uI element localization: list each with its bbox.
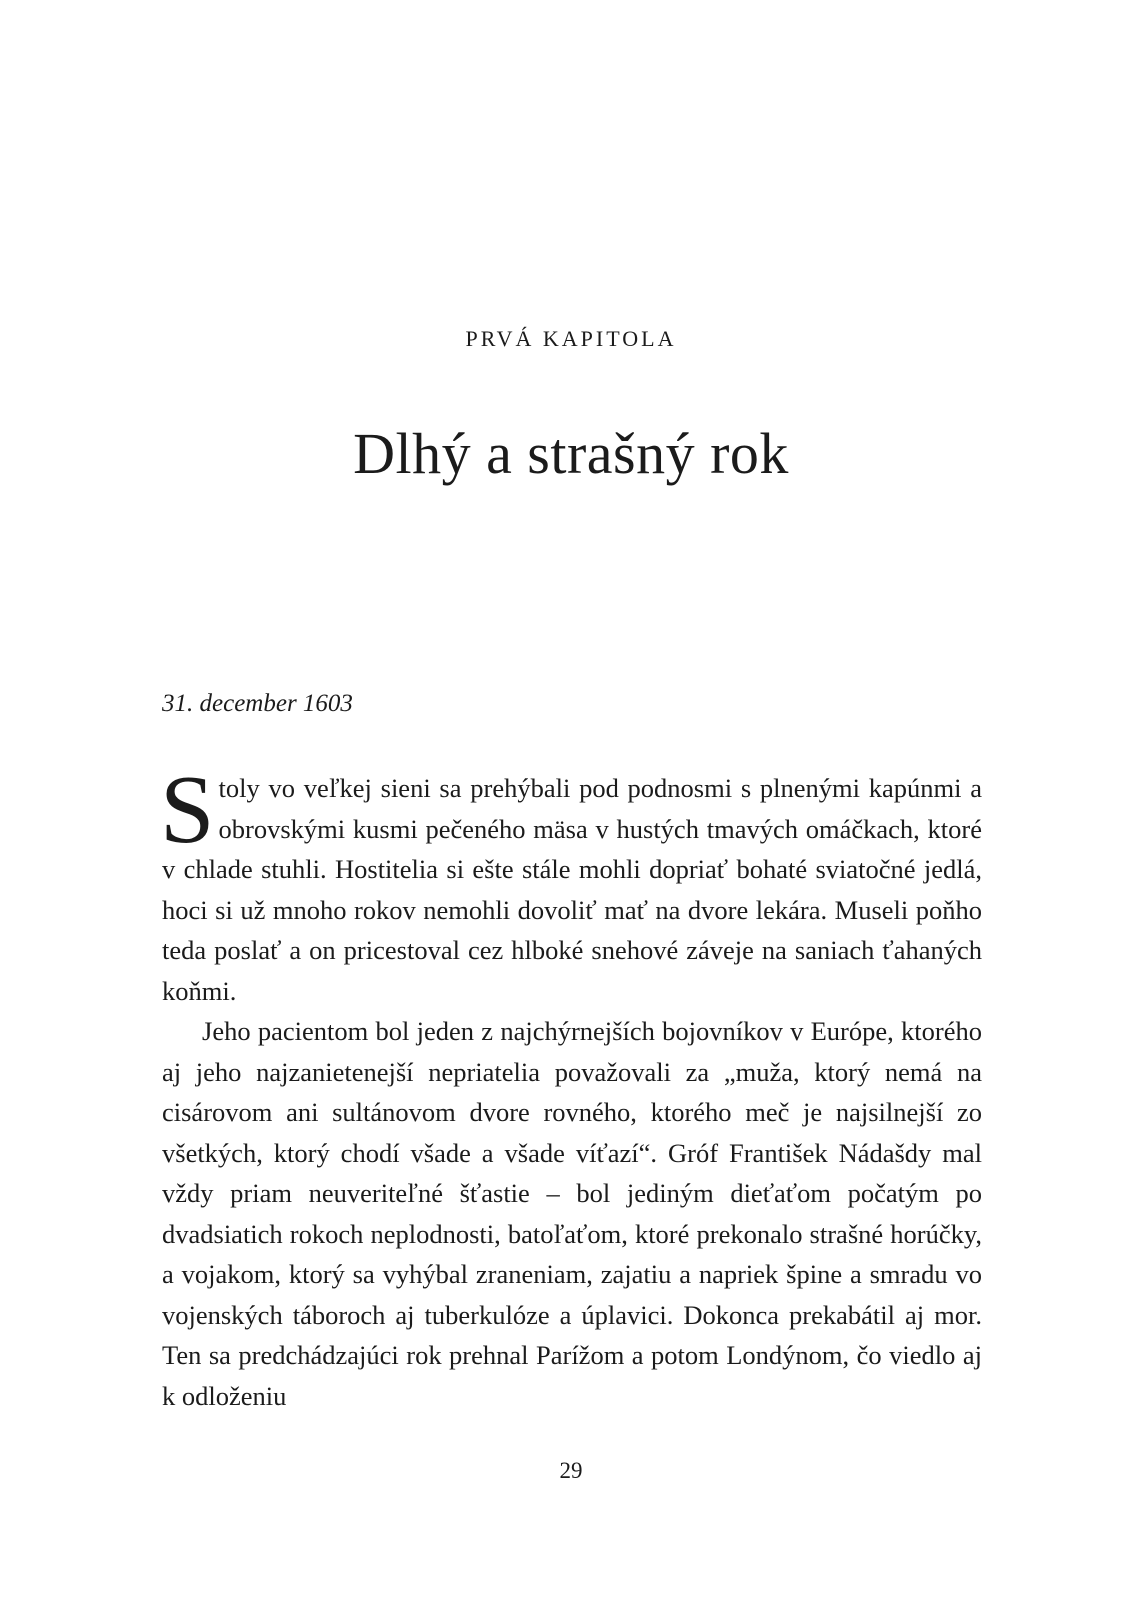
chapter-title: Dlhý a strašný rok [353,421,789,486]
page-number: 29 [559,1458,583,1483]
paragraph-2: Jeho pacientom bol jeden z najchýrnejších bojovníkov v Európe, ktorého aj jeho najzanietenejší nepriatelia považovali za „muža, ktorý nemá na cisárovom ani sultánovom dvore rovného, ktorého meč je najsilnejší zo všetkých, ktorý chodí všade a všade víťazí“. Gróf František Nádašdy mal vždy priam neuveriteľné šťastie – bol jediným dieťaťom počatým po dvadsiatich rokoch neplodnosti, batoľaťom, ktoré prekonalo strašné horúčky, a vojakom, ktorý sa vyhýbal zraneniam, zajatiu a napriek špine a smradu vo vojenských táboroch aj tuberkulóze a úplavici. Dokonca prekabátil aj mor. Ten sa predchádzajúci rok prehnal Parížom a potom Londýnom, čo viedlo aj k odloženiu [162,1016,982,1411]
chapter-label: PRVÁ KAPITOLA [465,326,677,351]
paragraph-1: Stoly vo veľkej sieni sa prehýbali pod podnosmi s plnenými kapúnmi a obrovskými kusmi pečeného mäsa v hustých tmavých omáčkach, ktoré v chlade stuhli. Hostitelia si ešte stále mohli dopriať bohaté sviatočné jedlá, hoci si už mnoho rokov nemohli dovoliť mať na dvore lekára. Museli poňho teda poslať a on pricestoval cez hlboké snehové záveje na saniach ťahaných koňmi. [160,756,982,1006]
body-text [160,756,982,1416]
date-line: 31. december 1603 [162,690,353,717]
